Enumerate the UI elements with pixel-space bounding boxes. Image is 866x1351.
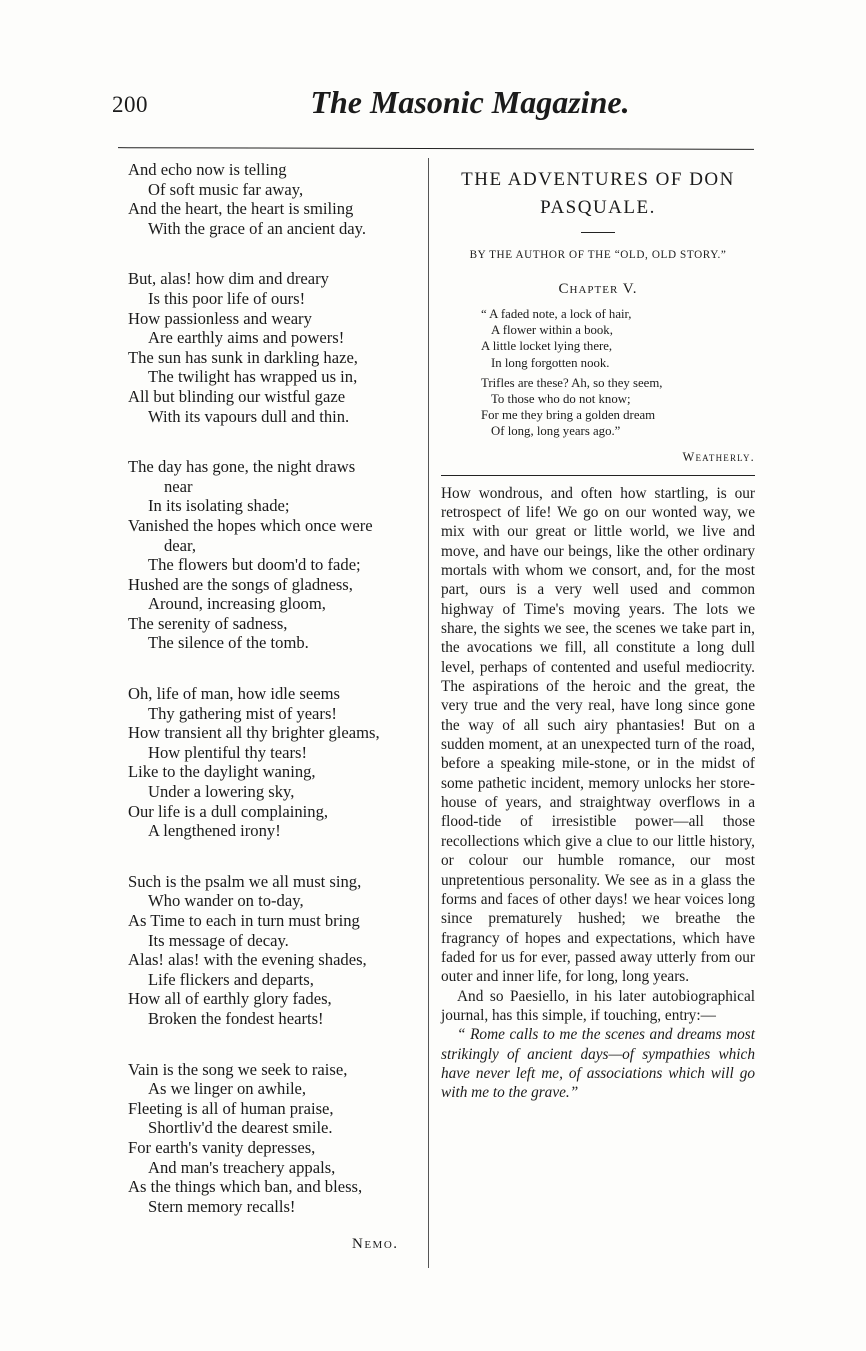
poem-line: A lengthened irony!: [148, 821, 281, 841]
poem-line: Its message of decay.: [148, 930, 289, 950]
poem-line: Shortliv'd the dearest smile.: [148, 1118, 333, 1138]
poem-line: Thy gathering mist of years!: [148, 703, 337, 723]
poem-line: How transient all thy brighter gleams,: [128, 723, 380, 743]
poem-line: The twilight has wrapped us in,: [148, 367, 358, 387]
epigraph: [441, 306, 755, 440]
article-paragraph: And so Paesiello, in his later autobiographical journal, has this simple, if touching, entry:—: [441, 987, 755, 1024]
poem-stanza: [128, 872, 420, 1029]
poem-line: Are earthly aims and powers!: [148, 328, 345, 348]
poem-signature: Nemo.: [352, 1236, 399, 1252]
poem-line: How all of earthly glory fades,: [128, 989, 332, 1009]
epigraph-rule: [441, 475, 755, 476]
magazine-title: The Masonic Magazine.: [310, 84, 630, 120]
chapter-heading: Chapter V.: [558, 281, 638, 297]
poem-line: The flowers but doom'd to fade;: [148, 555, 361, 575]
article-title: THE ADVENTURES OF DON PASQUALE.: [461, 169, 735, 218]
poem-line: Around, increasing gloom,: [148, 594, 326, 614]
epigraph-stanza: [481, 306, 755, 371]
poem-stanza: [128, 1060, 420, 1217]
poem-line: The serenity of sadness,: [128, 613, 288, 633]
title-rule: [581, 232, 615, 233]
epigraph-line: To those who do not know;: [491, 392, 631, 407]
article-paragraph: How wondrous, and often how startling, is our retrospect of life! We go on our wonted way, we mix with our great or little world, we live and move, and have our beings, like the other ordinary mortals with whom we consort, and, for the most part, ours is a very well used and common highway of Time's moving years. The lots we share, the sights we see, the scenes we take part in, the avocations we fill, all constitute a long dull level, perhaps of contented and useful mediocrity. The aspirations of the heroic and the great, the very true and the very real, have long since gone the way of all such airy phantasies! But on a sudden moment, at an unexpected turn of the road, before a speaking mile-stone, or in the midst of some pathetic incident, memory unlocks her store-house of years, and straightway overflows in a flood-tide of irresistible power—all those recollections which give a clue to our little history, or colour our humble romance, our most unpretentious personality. We see as in a glass the forms and faces of other days! we hear voices long since prematurely hushed; we breathe the fragrancy of hopes and expectations, which have faded for us for ever, passed away utterly from our outer and inner life, for long, long years.: [441, 484, 755, 986]
poem-line: For earth's vanity depresses,: [128, 1137, 316, 1157]
poem-line: Of soft music far away,: [148, 179, 304, 199]
poem-line: In its isolating shade;: [148, 496, 290, 516]
poem-line: How plentiful thy tears!: [148, 742, 307, 762]
poem-line: The silence of the tomb.: [148, 633, 309, 653]
poem-line: Like to the daylight waning,: [128, 762, 316, 782]
epigraph-line: “ A faded note, a lock of hair,: [481, 307, 632, 321]
poem-line: Oh, life of man, how idle seems: [128, 684, 340, 704]
poem-stanza: [128, 160, 420, 238]
page-number: 200: [112, 92, 148, 117]
poem-line: With its vapours dull and thin.: [148, 406, 350, 426]
poem-line: near: [164, 476, 193, 496]
poem-line: Who wander on to-day,: [148, 891, 304, 911]
poem-column: [128, 160, 420, 1216]
poem-line: Life flickers and departs,: [148, 969, 314, 989]
article-byline: BY THE AUTHOR OF THE “OLD, OLD STORY.”: [469, 249, 727, 261]
epigraph-stanza: [481, 375, 755, 440]
poem-line: Under a lowering sky,: [148, 782, 295, 802]
poem-line: As the things which ban, and bless,: [128, 1177, 363, 1197]
poem-line: Such is the psalm we all must sing,: [128, 871, 362, 891]
article-column: [441, 160, 755, 1103]
poem-line: And the heart, the heart is smiling: [128, 199, 354, 219]
epigraph-attribution: Weatherly.: [682, 449, 755, 464]
epigraph-line: In long forgotten nook.: [491, 355, 610, 370]
page-header: [0, 0, 866, 140]
epigraph-line: Of long, long years ago.”: [491, 424, 621, 439]
poem-line: With the grace of an ancient day.: [148, 218, 367, 238]
poem-line: Broken the fondest hearts!: [148, 1008, 324, 1028]
poem-line: Vanished the hopes which once were: [128, 515, 373, 535]
poem-line: And echo now is telling: [128, 160, 287, 179]
poem-line: As Time to each in turn must bring: [128, 911, 360, 930]
poem-line: The sun has sunk in darkling haze,: [128, 347, 358, 367]
poem-line: Alas! alas! with the evening shades,: [128, 950, 367, 970]
poem-stanza: [128, 684, 420, 841]
header-rule: [118, 147, 754, 150]
epigraph-line: A flower within a book,: [491, 323, 613, 338]
poem-line: Vain is the song we seek to raise,: [128, 1059, 348, 1079]
poem-line: Hushed are the songs of gladness,: [128, 574, 353, 594]
poem-line: The day has gone, the night draws: [128, 457, 356, 477]
epigraph-line: For me they bring a golden dream: [481, 408, 656, 423]
poem-line: Stern memory recalls!: [148, 1196, 296, 1216]
poem-stanza: [128, 269, 420, 426]
article-paragraph: “ Rome calls to me the scenes and dreams most strikingly of ancient days—of sympathies which have never left me, of associations which will go with me to the grave.”: [441, 1026, 755, 1102]
poem-stanza: [128, 457, 420, 653]
poem-line: Our life is a dull complaining,: [128, 801, 329, 821]
article-body: [441, 484, 755, 1103]
epigraph-line: Trifles are these? Ah, so they seem,: [481, 375, 663, 390]
poem-line: Fleeting is all of human praise,: [128, 1098, 334, 1118]
epigraph-line: A little locket lying there,: [481, 339, 613, 354]
poem-line: How passionless and weary: [128, 308, 312, 328]
poem-line: But, alas! how dim and dreary: [128, 269, 329, 289]
poem-line: Is this poor life of ours!: [148, 288, 306, 308]
poem-line: As we linger on awhile,: [148, 1079, 307, 1099]
poem-line: dear,: [164, 535, 197, 555]
poem-line: And man's treachery appals,: [148, 1157, 336, 1177]
column-divider: [428, 158, 429, 1268]
poem-line: All but blinding our wistful gaze: [128, 386, 346, 406]
